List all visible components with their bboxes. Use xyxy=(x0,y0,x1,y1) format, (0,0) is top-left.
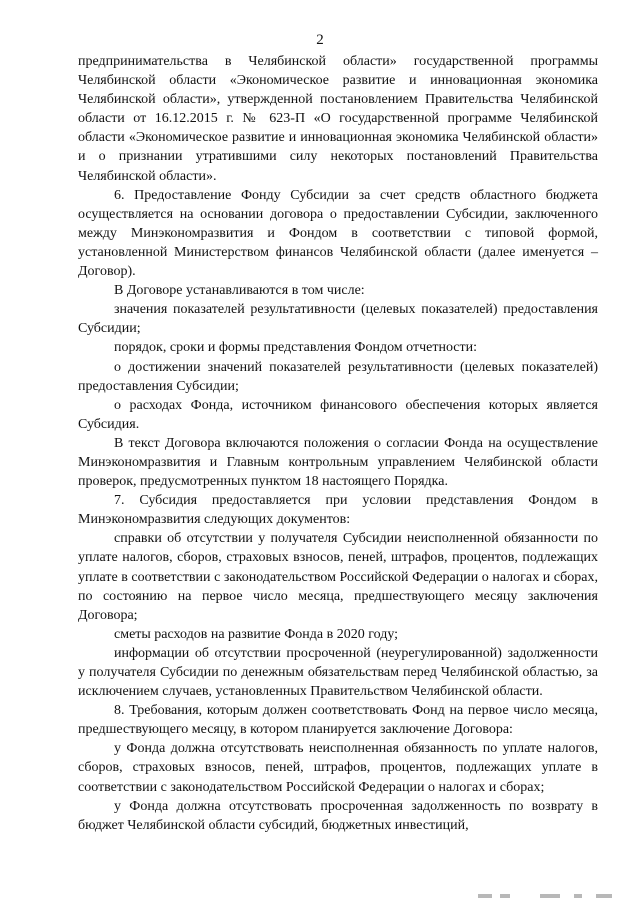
paragraph-item-6: 6. Предоставление Фонду Субсидии за счет средств областного бюджета осуществляется на основании договора о предоставлении Субсидии, заключенного между Минэкономразвития и Фондом в соответствии с типовой формой, установленной Министерством финансов Челябинской области (далее именуется – Договор). xyxy=(78,187,598,280)
paragraph-indicator-values: значения показателей результативности (целевых показателей) предоставления Субсидии; xyxy=(78,302,598,337)
page-number: 2 xyxy=(316,32,324,48)
paragraph-audit-consent: В текст Договора включаются положения о согласии Фонда на осуществление Минэкономразвития и Главным контрольным управлением Челябинской области проверок, предусмотренных пунктом 18 настоящего Порядка. xyxy=(78,435,598,490)
paragraph-tax-certificate: справки об отсутствии у получателя Субсидии неисполненной обязанности по уплате налогов, сборов, страховых взносов, пеней, штрафов, процентов, подлежащих уплате в соответствии с законодательством Российской Федерации о налогах и сборах, по состоянию на первое число месяца, предшествующего месяцу заключения Договора; xyxy=(78,531,598,623)
document-body xyxy=(78,52,598,835)
paragraph-item-8: 8. Требования, которым должен соответствовать Фонд на первое число месяца, предшествующего месяцу, в котором планируется заключение Договора: xyxy=(78,703,598,738)
paragraph-item-7: 7. Субсидия предоставляется при условии представления Фондом в Минэкономразвития следующих документов: xyxy=(78,493,598,528)
paragraph-reporting-procedure: порядок, сроки и формы представления Фондом отчетности: xyxy=(114,340,478,356)
paragraph-contract-terms-intro: В Договоре устанавливаются в том числе: xyxy=(114,283,365,299)
paragraph-report-expenses: о расходах Фонда, источником финансового обеспечения которых является Субсидия. xyxy=(78,397,598,432)
paragraph-continuation: предпринимательства в Челябинской области» государственной программы Челябинской области «Экономическое развитие и инновационная экономика Челябинской области», утвержденной постановлением Правительства Челябинской области от 16.12.2015 г. № 623-П «О государственной программе Челябинской области «Экономическое развитие и инновационная экономика Челябинской области» и о признании утратившими силу некоторых постановлений Правительства Челябинской области». xyxy=(78,54,598,184)
paragraph-refund-requirement: у Фонда должна отсутствовать просроченная задолженность по возврату в бюджет Челябинской области субсидий, бюджетных инвестиций, xyxy=(78,798,598,833)
paragraph-expense-estimate: сметы расходов на развитие Фонда в 2020 году; xyxy=(114,626,399,642)
paragraph-tax-requirement: у Фонда должна отсутствовать неисполненная обязанность по уплате налогов, сборов, страховых взносов, пеней, штрафов, процентов, подлежащих уплате в соответствии с законодательством Российской Федерации о налогах и сборах; xyxy=(78,741,598,795)
scan-artifact-marks xyxy=(478,894,618,900)
paragraph-debt-information: информации об отсутствии просроченной (неурегулированной) задолженности у получателя Субсидии по денежным обязательствам перед Челябинской областью, за исключением случаев, установленных Правительством Челябинской области. xyxy=(78,645,598,700)
paragraph-report-achievement: о достижении значений показателей результативности (целевых показателей) предоставления Субсидии; xyxy=(78,359,598,394)
